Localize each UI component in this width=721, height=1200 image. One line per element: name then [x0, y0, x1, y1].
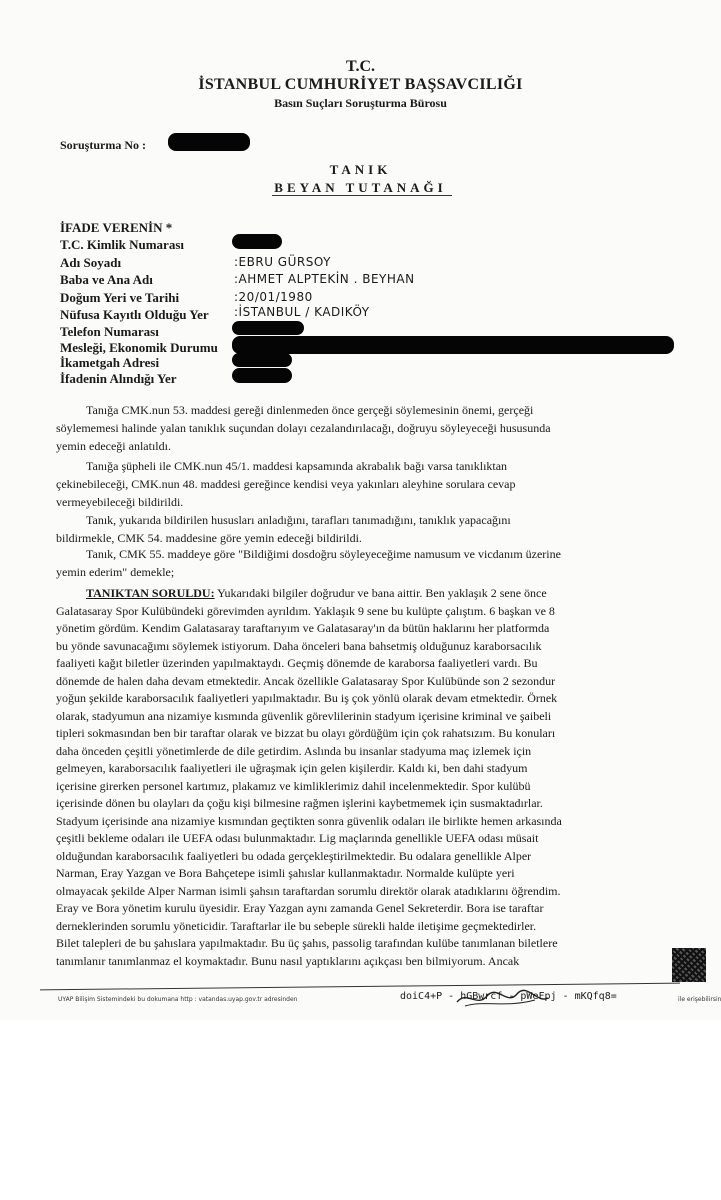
- text-line: Tanığa şüpheli ile CMK.nun 45/1. maddesi kapsamında akrabalık bağı varsa tanıklıktan: [86, 459, 508, 473]
- field-label-adi-soyadi: Adı Soyadı: [60, 255, 122, 270]
- statement-line: daha önceden çeşitli yönetimlerde de dile getirdim. Aslında bu insanlar stadyuma maç izlemek için: [56, 743, 532, 758]
- title-underline: [272, 195, 452, 196]
- field-label-telefon: Telefon Numarası: [60, 324, 159, 339]
- redaction-tc-kimlik: [232, 234, 282, 249]
- redaction-meslek: [232, 336, 674, 354]
- statement-line: Narman, Eray Yazgan ve Bora Bahçetepe isimli şahıslar kullanmaktadır. Normalde kulüpte yeri: [56, 866, 515, 880]
- paragraph-cmk54: [56, 511, 676, 547]
- statement-line: tipleri sokmasından ben bir taraftar olarak ve bizzat bu olayı gördüğüm için çok rahatsızım. Bu konuları: [56, 726, 556, 740]
- field-value-nufus: :İSTANBUL / KADIKÖY: [234, 305, 370, 319]
- field-value-adi-soyadi: :EBRU GÜRSOY: [234, 255, 331, 269]
- field-value-dogum: :20/01/1980: [234, 290, 313, 304]
- statement-line: Eray ve Bora yönetim kurulu üyesidir. Eray Yazgan aynı zamanda Genel Sekreterdir. Bora ise taraftar: [56, 901, 544, 915]
- field-label-dogum: Doğum Yeri ve Tarihi: [60, 290, 180, 305]
- text-line: Tanık, CMK 55. maddeye göre "Bildiğimi dosdoğru söyleyeceğime namusum ve vicdanım üzerine: [86, 547, 561, 561]
- statement-line: faaliyeti kağıt biletler üzerinden yapılmaktaydı. Geçmiş dönemde de karaborsa faaliyetleri vardı. Bu: [56, 656, 538, 670]
- text-line: yemin ederim" demekle;: [56, 565, 175, 579]
- statement-line: yönetim gördüm. Kendim Galatasaray taraftarıyım ve Galatasaray'ın da bütün haklarını her platformda: [56, 621, 550, 635]
- statement-line: gelmeyen, karaborsacılık faaliyetleri ile uğraşmak için gelen kişilerdir. Kaldı ki, ben dahi stadyum: [56, 761, 528, 775]
- field-label-baba-ana: Baba ve Ana Adı: [60, 272, 153, 287]
- paragraph-cmk45: [56, 457, 676, 511]
- blank-area: [0, 1020, 721, 1200]
- statement-line: Stadyum içerisinde ana nizamiye kısmından geçtikten sonra güvenlik odaları ile birlikte hemen arkasında: [56, 813, 562, 828]
- statement-line: tanımlanır tanımlanmaz el koymaktadır. Bunu nasıl yaptıklarını açıkçası ben bilmiyorum. Ancak: [56, 953, 520, 968]
- text-line: Tanık, yukarıda bildirilen hususları anladığını, tarafları tanımadığını, tanıklık yapacağını: [86, 513, 511, 527]
- field-value-baba-ana: :AHMET ALPTEKİN . BEYHAN: [234, 272, 415, 286]
- statement-line: olarak, stadyumun ana nizamiye kısmında güvenlik görevlilerinin stadyum içerisine kriminal ve şaibeli: [56, 708, 552, 723]
- footer-uyap-note: UYAP Bilişim Sistemindeki bu dokumana http : vatandas.uyap.gov.tr adresinden: [58, 996, 298, 1003]
- document-title-line2: BEYAN TUTANAĞI: [274, 180, 447, 195]
- statement-line: Bilet talepleri de bu şahıslara yapılmaktadır. Bu üç şahıs, passolig tarafından kulübe tanımlanan biletlere: [56, 936, 558, 950]
- statement-line: dönemde de halen daha devam etmektedir. Ancak özellikle Galatasaray Spor Kulübünde son 2 sezondur: [56, 673, 556, 688]
- text-line: Tanığa CMK.nun 53. maddesi gereği dinlenmeden önce gerçeği söylemesinin önemi, gerçeği: [86, 403, 534, 417]
- field-label-ifade-yeri: İfadenin Alındığı Yer: [60, 371, 177, 386]
- footer-divider: [40, 983, 680, 991]
- footer-tail-note: ile erişebilirsin: [678, 996, 721, 1003]
- field-label-tc-kimlik: T.C. Kimlik Numarası: [60, 237, 184, 252]
- statement-heading: TANIKTAN SORULDU:: [86, 586, 215, 600]
- statement-line: derneklerinden sorumlu yöneticidir. Taraftarlar ile bu sebeple sürekli halde iletişime geçmektedirler.: [56, 918, 537, 933]
- statement-line: olmayacak şekilde Alper Narman isimli şahsın taraftardan sorumlu direktör olarak atadıklarını öğrendim.: [56, 883, 561, 898]
- statement-line: Galatasaray Spor Kulübündeki görevimden ayrıldım. Yaklaşık 9 sene bu kulüpte çalıştım. 6 başkan ve 8: [56, 603, 555, 618]
- qr-code: [672, 948, 706, 982]
- statement-line: olduğundan karaborsacılık faaliyetleri bu odada gerçekleştirilmektedir. Bu odalara genellikle Alper: [56, 848, 532, 863]
- statement-first-line: Yukarıdaki bilgiler doğrudur ve bana aittir. Ben yaklaşık 2 sene önce: [214, 586, 547, 600]
- statement-line: içerisinde dönen bu olayları da çoğu kişi bilmesine rağmen işlerini kaybetmemek için susmaktadırlar.: [56, 796, 543, 810]
- statement-line: bu yönde savunacağımı söylemek istiyorum. Daha önceleri bana bahsetmiş olduğunuz karaborsacılık: [56, 638, 542, 653]
- redaction-telefon: [232, 321, 304, 335]
- redaction-investigation-number: [168, 133, 250, 151]
- statement-line: çeşitli bekleme odaları ile UEFA odası bulunmaktadır. Lig maçlarında genellikle UEFA odası müsait: [56, 831, 539, 845]
- header-office: İSTANBUL CUMHURİYET BAŞSAVCILIĞI: [198, 76, 523, 93]
- field-label-nufus: Nüfusa Kayıtlı Olduğu Yer: [60, 307, 209, 322]
- statement-line: yoğun şekilde karaborsacılık faaliyetleri yapılmaktadır. Bu iş çok yönlü olarak devam etmektedir. Örnek: [56, 691, 558, 705]
- header-bureau: Basın Suçları Soruşturma Bürosu: [274, 96, 447, 110]
- text-line: bildirmekle, CMK 54. maddesine göre yemin edeceği bildirildi.: [56, 531, 362, 545]
- field-label-ikametgah: İkametgah Adresi: [60, 355, 160, 370]
- document-title-line1: TANIK: [329, 162, 392, 177]
- text-line: söylememesi halinde yalan tanıklık suçundan dolayı cezalandırılacağı, doğruyu söyleyeceği hususunda: [56, 421, 551, 435]
- footer-verification-code: doiC4+P - hGBwrcf - pWeFpj - mKQfq8=: [400, 991, 617, 1002]
- text-line: yemin edeceği anlatıldı.: [56, 439, 171, 453]
- header-tc: T.C.: [345, 58, 376, 75]
- field-label-ifade-veren: İFADE VERENİN *: [60, 220, 173, 235]
- investigation-number-label: Soruşturma No :: [60, 138, 146, 152]
- witness-statement: [56, 585, 676, 970]
- paragraph-cmk55: [56, 545, 676, 581]
- redaction-ikametgah: [232, 353, 292, 367]
- redaction-ifade-yeri: [232, 368, 292, 383]
- paragraph-cmk53: [56, 401, 676, 455]
- text-line: vermeyebileceği bildirildi.: [56, 495, 184, 509]
- field-label-meslegi: Mesleği, Ekonomik Durumu: [60, 340, 218, 355]
- statement-line: içerisine girerken personel kartımız, plakamız ve kimliklerimiz dahil incelenmektedir. Spor kulübü: [56, 778, 531, 793]
- text-line: çekinebileceği, CMK.nun 48. maddesi gereğince kendisi veya yakınları aleyhine sorulara cevap: [56, 477, 516, 491]
